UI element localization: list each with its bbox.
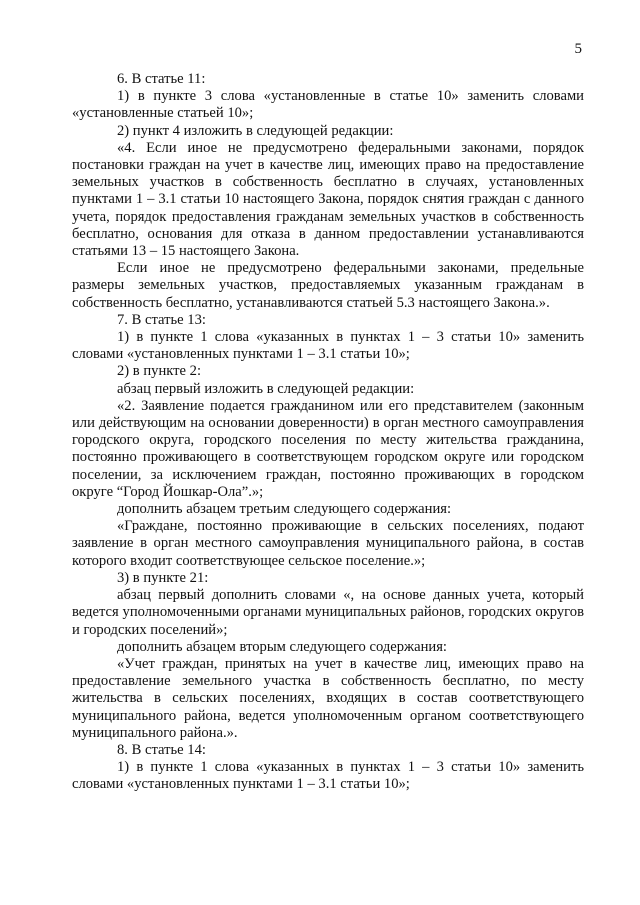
paragraph-article-14-item-1: 1) в пункте 1 слова «указанных в пунктах 1 – 3 статьи 10» заменить словами «установленных пунктами 1 – 3.1 статьи 10»; — [72, 759, 584, 793]
paragraph-article-13-item-1: 1) в пункте 1 слова «указанных в пунктах 1 – 3 статьи 10» заменить словами «установленных пунктами 1 – 3.1 статьи 10»; — [72, 329, 584, 363]
paragraph-article-11-heading: 6. В статье 11: — [117, 71, 206, 87]
paragraph-article-13-item-3: 3) в пункте 21: — [117, 569, 209, 586]
paragraph-article-13-heading: 7. В статье 13: — [117, 311, 206, 328]
paragraph-article-13-item-2: 2) в пункте 2: — [117, 363, 202, 380]
page-number: 5 — [574, 41, 582, 57]
paragraph-article-13-accounting-text: «Учет граждан, принятых на учет в качестве лиц, имеющих право на предоставление земельного участка в собственность бесплатно, по месту жительства в сельских поселениях, входящих в состав соответствующего муниципального района, ведется уполномоченным органом соответствующего муниципального района.». — [72, 655, 584, 741]
paragraph-article-13-add-second: дополнить абзацем вторым следующего содержания: — [117, 638, 447, 655]
paragraph-article-13-point-21-first: абзац первый дополнить словами «, на основе данных учета, который ведется уполномоченными органами муниципальных районов, городских округов и городских поселений»; — [72, 587, 584, 638]
paragraph-article-13-item-2-first: абзац первый изложить в следующей редакции: — [117, 380, 415, 397]
paragraph-article-11-item-1: 1) в пункте 3 слова «установленные в статье 10» заменить словами «установленные статьей 10»; — [72, 88, 584, 122]
paragraph-article-13-add-third: дополнить абзацем третьим следующего содержания: — [117, 501, 452, 518]
paragraph-article-11-point-4-text: «4. Если иное не предусмотрено федеральными законами, порядок постановки граждан на учет в качестве лиц, имеющих право на предоставление земельных участков в собственность бесплатно в случаях, установленных пунктами 1 – 3.1 статьи 10 настоящего Закона, порядок снятия граждан с данного учета, порядок предоставления гражданам земельных участков в собственность бесплатно, основания для отказа в данном предоставлении устанавливаются статьями 13 – 15 настоящего Закона. — [72, 139, 584, 260]
paragraph-article-13-point-2-text: «2. Заявление подается гражданином или его представителем (законным или действующим на основании доверенности) в орган местного самоуправления городского округа, городского поселения по месту жительства гражданина, постоянно проживающего в соответствующем городском округе или городском поселении, за исключением граждан, постоянно проживающих в городском округе “Город Йошкар-Ола”.»; — [72, 397, 584, 500]
paragraph-article-14-heading: 8. В статье 14: — [117, 741, 206, 758]
paragraph-article-11-item-2: 2) пункт 4 изложить в следующей редакции: — [117, 122, 394, 139]
document-body — [72, 71, 584, 794]
paragraph-article-11-point-4-second: Если иное не предусмотрено федеральными законами, предельные размеры земельных участков, предоставляемых указанным гражданам в собственность бесплатно, устанавливаются статьей 5.3 настоящего Закона.». — [72, 260, 584, 311]
paragraph-article-13-rural-text: «Граждане, постоянно проживающие в сельских поселениях, подают заявление в орган местного самоуправления муниципального района, в состав которого входит соответствующее сельское поселение.»; — [72, 518, 584, 569]
